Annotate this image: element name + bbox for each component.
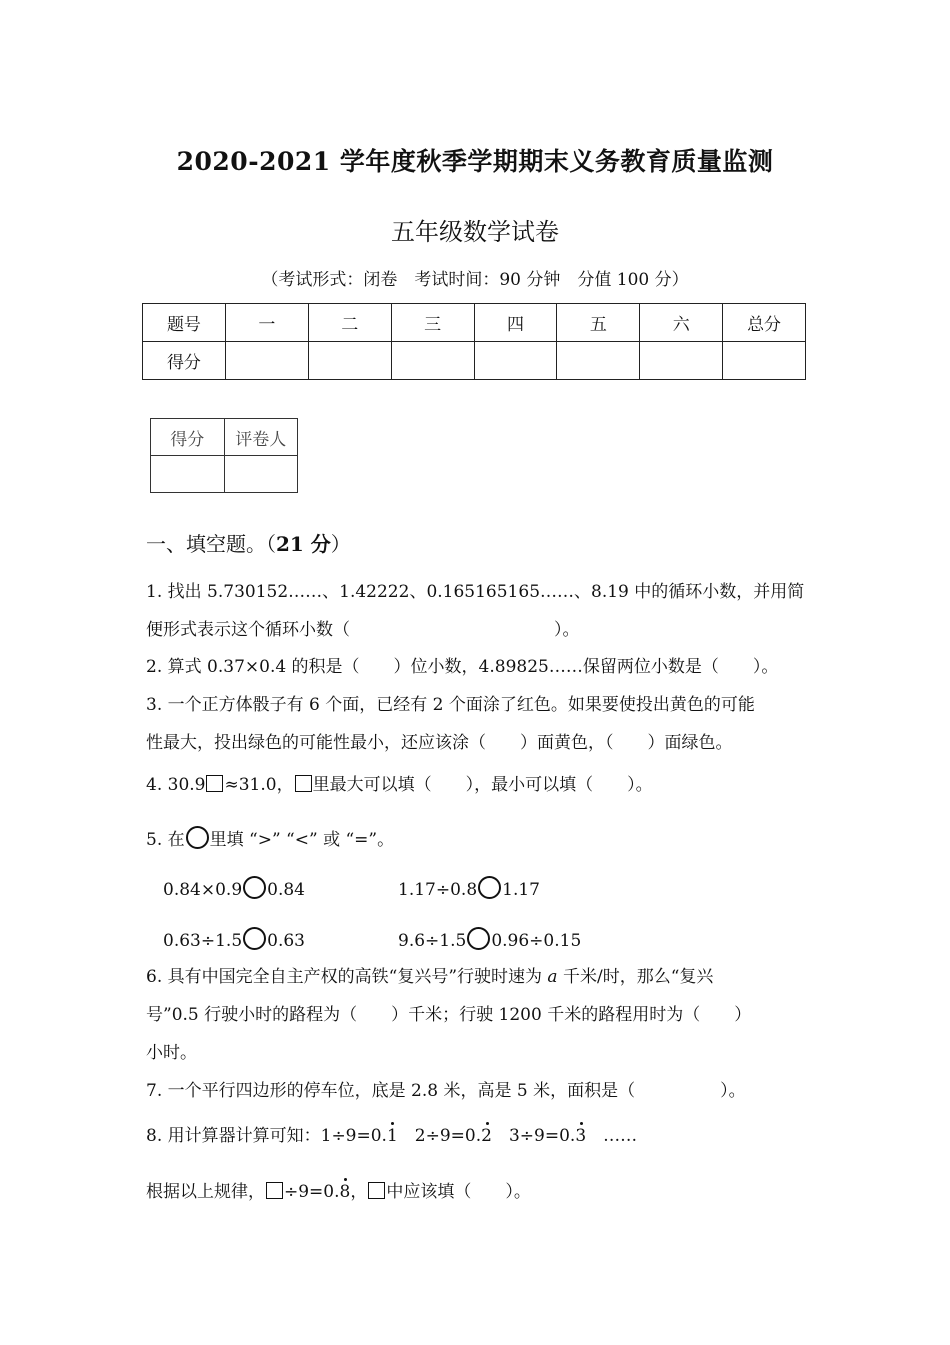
compare-circle-icon[interactable] (467, 927, 490, 950)
question-1-line-2: 便形式表示这个循环小数（ ）。 (146, 620, 580, 640)
score-table (142, 303, 806, 380)
q8-text-c: 3÷9=0. (491, 1126, 576, 1146)
question-1-line-1: 1. 找出 5.730152……、1.42222、0.165165165……、8.19 中的循环小数，并用简 (146, 582, 805, 602)
question-8-rule (146, 1181, 531, 1203)
q5-expression-1 (163, 876, 305, 901)
score-header-cell: 三 (391, 304, 474, 342)
score-cell[interactable] (474, 342, 557, 380)
question-6-line-3: 小时。 (146, 1043, 197, 1063)
question-4 (146, 774, 653, 796)
question-3-line-1: 3. 一个正方体骰子有 6 个面，已经有 2 个面涂了红色。如果要使投出黄色的可能 (146, 695, 755, 715)
q5-e1-right: 0.84 (267, 880, 305, 900)
question-7: 7. 一个平行四边形的停车位，底是 2.8 米，高是 5 米，面积是（ ）。 (146, 1081, 746, 1101)
q6-text-a: 6. 具有中国完全自主产权的高铁“复兴号”行驶时速为 (146, 967, 548, 987)
score-table-score-row (143, 342, 806, 380)
grader-name-label: 评卷人 (224, 419, 298, 456)
score-row-label: 得分 (143, 342, 226, 380)
score-header-cell: 总分 (723, 304, 806, 342)
repeat-dot-icon (344, 1178, 347, 1181)
score-header-cell: 二 (308, 304, 391, 342)
q5-expression-3 (163, 927, 305, 952)
digit: 1 (386, 1126, 398, 1146)
score-table-header-row (143, 304, 806, 342)
q8-text-a: 8. 用计算器计算可知：1÷9=0. (146, 1126, 387, 1146)
q8-text-b: 2÷9=0. (397, 1126, 482, 1146)
q4-text-c: 里最大可以填（ ），最小可以填（ ）。 (312, 775, 653, 795)
repeat-dot-icon (580, 1122, 583, 1125)
repeating-digit (481, 1125, 492, 1147)
q8r-text-b: ÷9=0. (284, 1182, 340, 1202)
compare-circle-icon[interactable] (243, 876, 266, 899)
question-8 (146, 1125, 637, 1147)
section-title (146, 528, 351, 557)
grader-score-label: 得分 (151, 419, 225, 456)
score-cell[interactable] (723, 342, 806, 380)
q8r-text-e: 中应该填（ ）。 (386, 1182, 531, 1202)
score-header-cell: 四 (474, 304, 557, 342)
repeating-digit (575, 1125, 586, 1147)
q5-text-a: 5. 在 (146, 830, 185, 850)
q6-text-b: 千米/时，那么“复兴 (557, 967, 714, 987)
score-cell[interactable] (557, 342, 640, 380)
digit: 8 (339, 1182, 351, 1202)
section-points: 21 分 (276, 532, 331, 556)
section-title-end: ） (330, 532, 351, 556)
compare-circle-icon[interactable] (243, 927, 266, 950)
question-3-line-2: 性最大，投出绿色的可能性最小，还应该涂（ ）面黄色，（ ）面绿色。 (146, 733, 733, 753)
blank-box-icon (206, 775, 223, 792)
q8r-text-c: ， (350, 1182, 368, 1202)
question-6-line-2: 号”0.5 行驶小时的路程为（ ）千米；行驶 1200 千米的路程用时为（ ） (146, 1005, 752, 1025)
q6-variable: a (547, 967, 558, 987)
q5-text-b: 里填 “>” “<” 或 “=”。 (209, 830, 395, 850)
question-5 (146, 826, 394, 851)
score-cell[interactable] (225, 342, 308, 380)
score-cell[interactable] (640, 342, 723, 380)
q5-e4-left: 9.6÷1.5 (398, 931, 467, 951)
repeating-digit (340, 1181, 351, 1203)
exam-title: 2020-2021 学年度秋季学期期末义务教育质量监测 (176, 147, 774, 176)
section-title-text: 一、填空题。（ (146, 532, 276, 556)
grader-table (150, 418, 298, 493)
digit: 3 (575, 1126, 587, 1146)
q5-expression-2 (398, 876, 540, 901)
q5-e1-left: 0.84×0.9 (163, 880, 243, 900)
q5-e3-left: 0.63÷1.5 (163, 931, 243, 951)
q4-text-a: 4. 30.9 (146, 775, 206, 795)
score-header-cell: 六 (640, 304, 723, 342)
score-header-cell: 一 (225, 304, 308, 342)
score-cell[interactable] (308, 342, 391, 380)
score-header-cell: 题号 (143, 304, 226, 342)
score-cell[interactable] (391, 342, 474, 380)
repeating-digit (387, 1125, 398, 1147)
blank-box-icon (266, 1182, 283, 1199)
grader-score-cell[interactable] (151, 456, 225, 493)
compare-circle-icon[interactable] (478, 876, 501, 899)
q8r-text-a: 根据以上规律， (146, 1182, 265, 1202)
score-header-cell: 五 (557, 304, 640, 342)
exam-info: （考试形式：闭卷 考试时间：90 分钟 分值 100 分） (261, 270, 689, 290)
q8-ellipsis: …… (586, 1126, 638, 1146)
question-2: 2. 算式 0.37×0.4 的积是（ ）位小数，4.89825……保留两位小数是（ ）。 (146, 657, 779, 677)
repeat-dot-icon (391, 1122, 394, 1125)
repeat-dot-icon (486, 1122, 489, 1125)
question-6-line-1 (146, 966, 713, 988)
q5-expression-4 (398, 927, 581, 952)
q5-e2-right: 1.17 (502, 880, 540, 900)
blank-box-icon (368, 1182, 385, 1199)
exam-subtitle: 五年级数学试卷 (391, 218, 559, 246)
q5-e4-right: 0.96÷0.15 (491, 931, 582, 951)
q4-text-b: ≈31.0， (224, 775, 294, 795)
q5-e3-right: 0.63 (267, 931, 305, 951)
q5-e2-left: 1.17÷0.8 (398, 880, 478, 900)
circle-icon (186, 826, 209, 849)
grader-name-cell[interactable] (224, 456, 298, 493)
digit: 2 (481, 1126, 492, 1146)
blank-box-icon (295, 775, 312, 792)
